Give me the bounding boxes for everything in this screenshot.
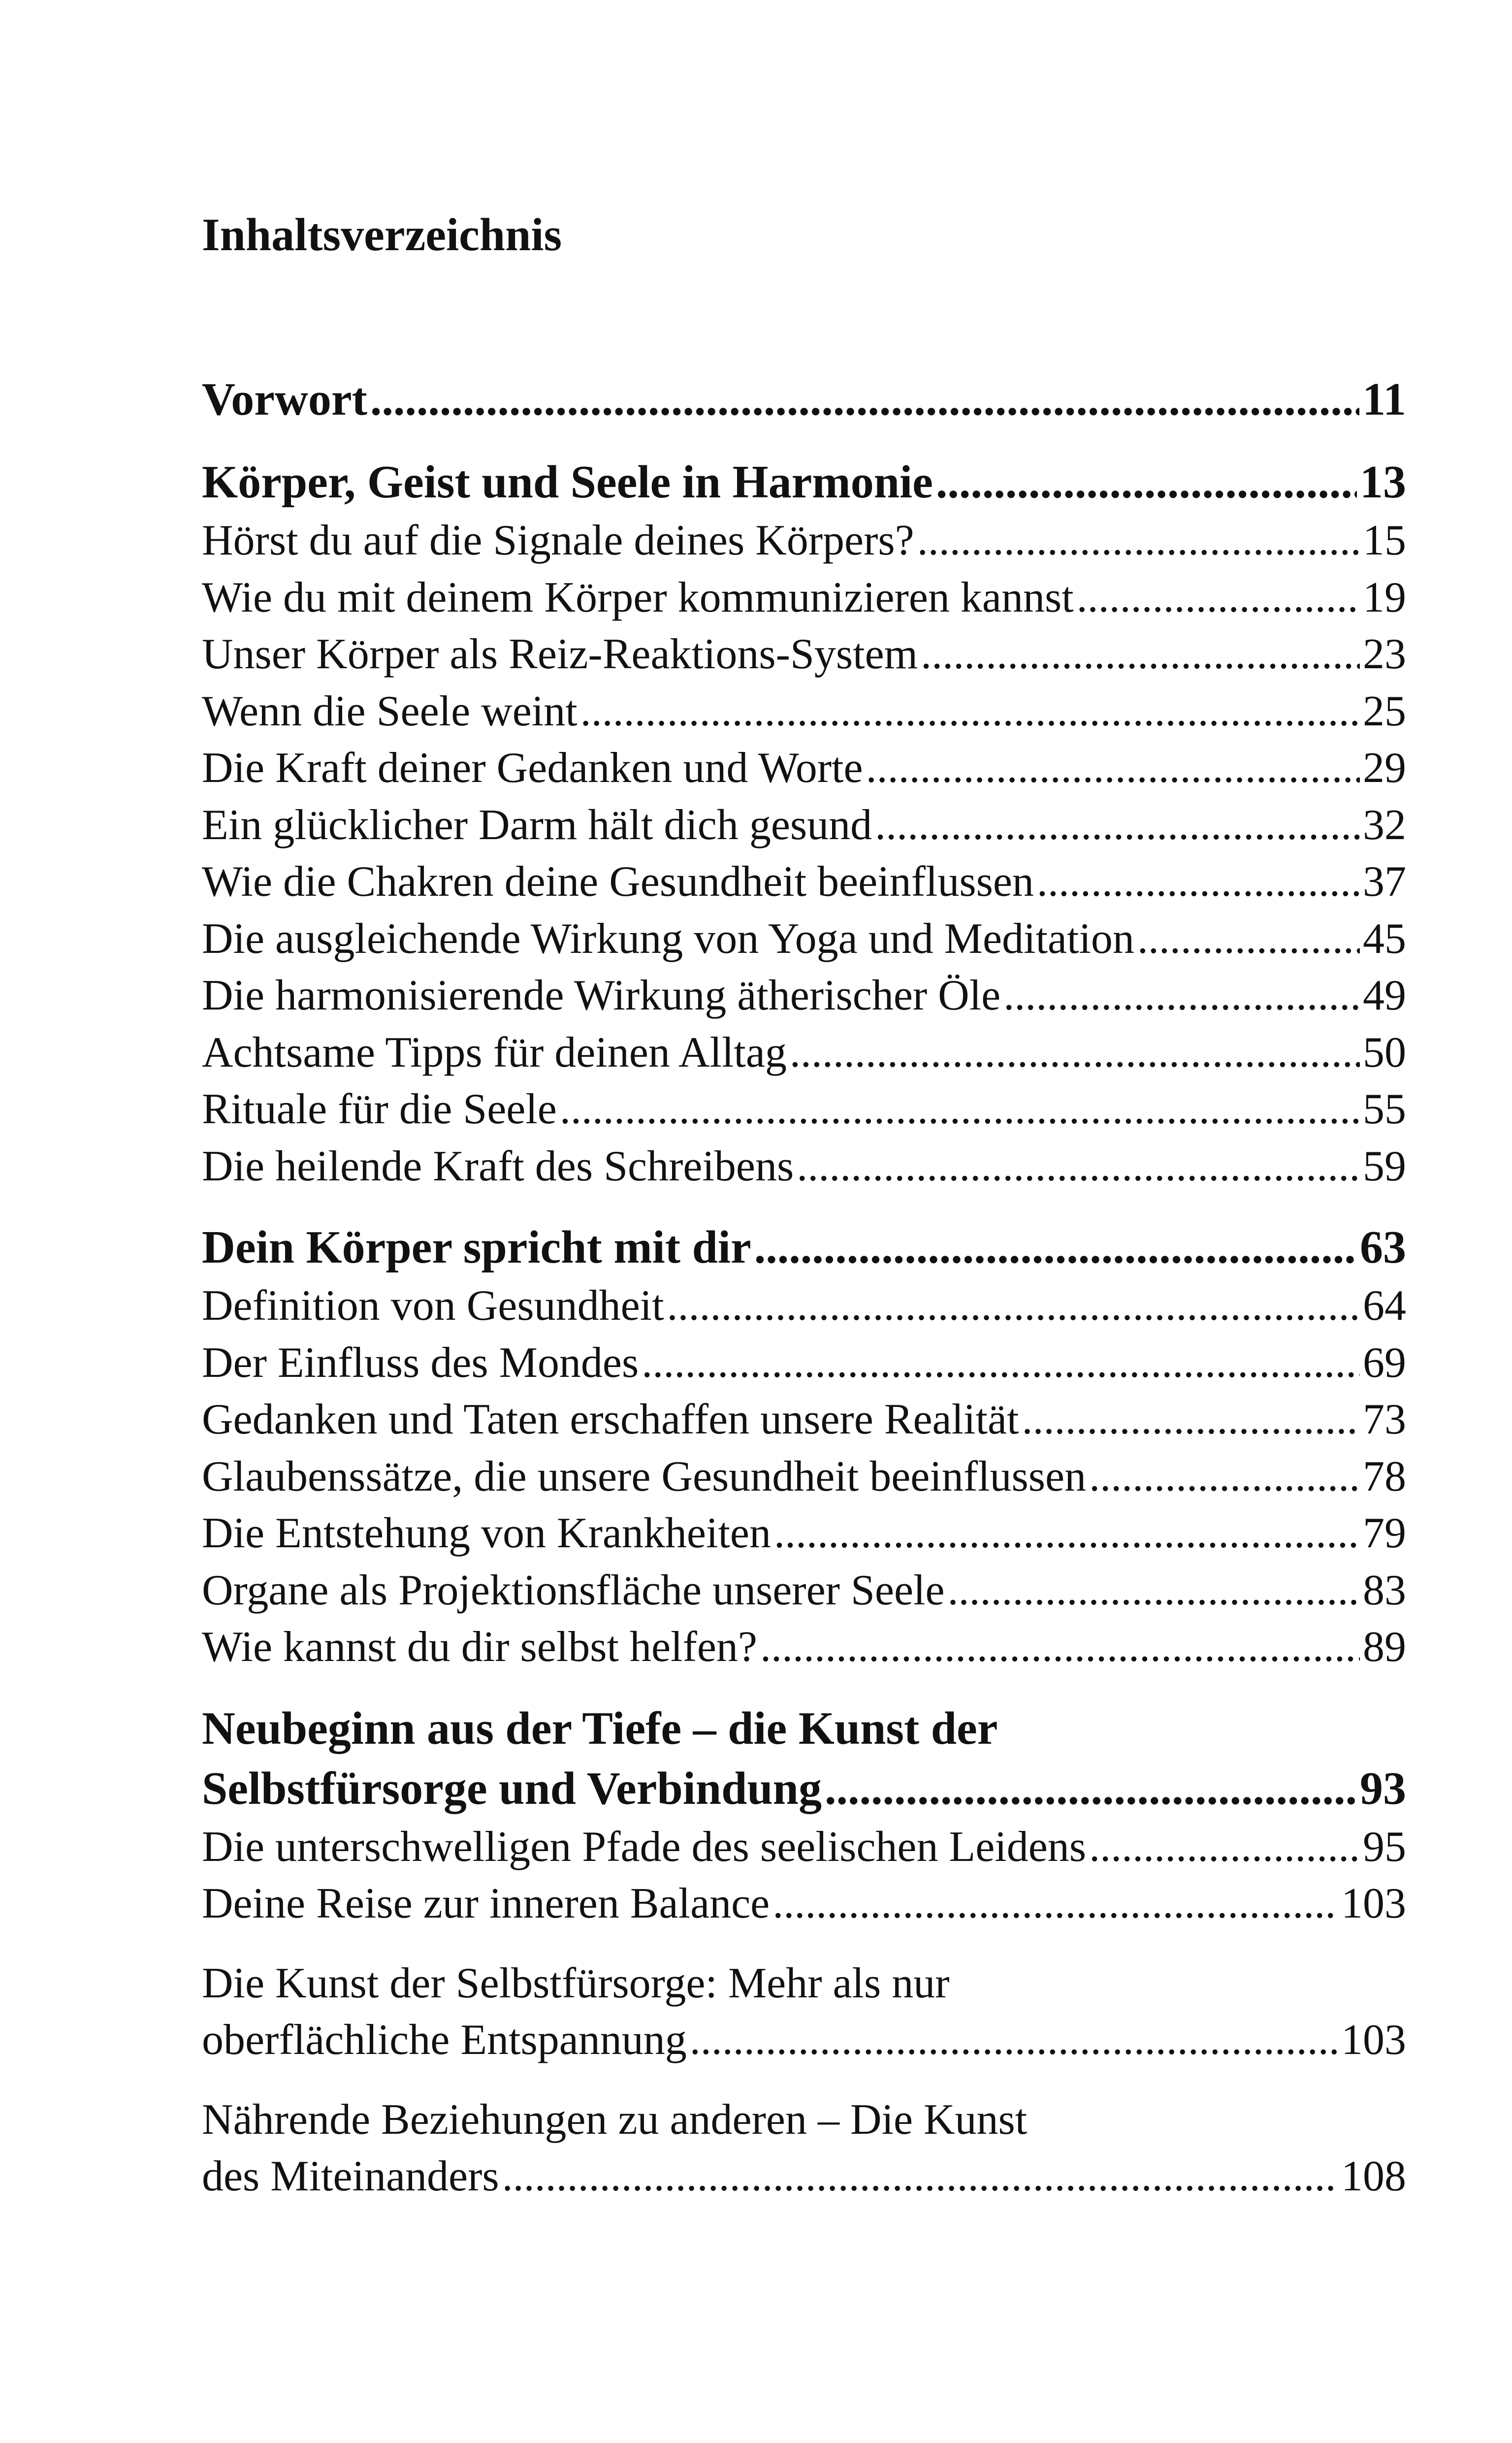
dot-leader [936, 452, 1357, 512]
toc-section-entry[interactable] [202, 1819, 1406, 1876]
entry-title: Glaubenssätze, die unsere Gesundheit beeinflussen [202, 1452, 1087, 1500]
page-number: 95 [1363, 1823, 1406, 1871]
entry-title: Die ausgleichende Wirkung von Yoga und Meditation [202, 914, 1134, 963]
entry-title: oberflächliche Entspannung [202, 2016, 687, 2064]
dot-leader [1037, 853, 1360, 911]
toc-chapter-entry[interactable] [202, 452, 1406, 512]
dot-leader [502, 2148, 1338, 2205]
entry-title: Wie du mit deinem Körper kommunizieren kannst [202, 573, 1074, 621]
page-number: 108 [1341, 2152, 1406, 2200]
dot-leader [875, 797, 1360, 854]
entry-title: Ein glücklicher Darm hält dich gesund [202, 801, 872, 849]
page-number: 78 [1363, 1452, 1406, 1500]
toc-section-entry[interactable] [202, 512, 1406, 569]
page-number: 50 [1363, 1028, 1406, 1076]
entry-title: Organe als Projektionsfläche unserer Seele [202, 1566, 945, 1614]
entry-title-first-line: Nährende Beziehungen zu anderen – Die Kunst [202, 2095, 1028, 2144]
toc-section-entry[interactable] [202, 911, 1406, 968]
toc-section-entry[interactable] [202, 1081, 1406, 1138]
toc-chapter-entry[interactable] [202, 1217, 1406, 1277]
toc-section-entry[interactable] [202, 2091, 1406, 2205]
dot-leader [370, 369, 1359, 429]
entry-title: Die heilende Kraft des Schreibens [202, 1142, 794, 1190]
dot-leader [560, 1081, 1360, 1138]
toc-section-entry[interactable] [202, 1619, 1406, 1676]
page-number: 73 [1363, 1396, 1406, 1443]
page-number: 29 [1363, 744, 1406, 792]
dot-leader [580, 683, 1360, 740]
toc-section-entry[interactable] [202, 853, 1406, 911]
entry-title: Der Einfluss des Mondes [202, 1338, 639, 1387]
page-number: 64 [1363, 1282, 1406, 1330]
toc-chapter-entry[interactable] [202, 369, 1406, 429]
entry-title: Hörst du auf die Signale deines Körpers? [202, 517, 914, 564]
toc-chapter-entry[interactable] [202, 1698, 1406, 1819]
toc-section-entry[interactable] [202, 1024, 1406, 1081]
dot-leader [1077, 569, 1360, 626]
page-number: 69 [1363, 1338, 1406, 1387]
toc-section-entry[interactable] [202, 740, 1406, 797]
entry-title: Dein Körper spricht mit dir [202, 1222, 751, 1273]
dot-leader [948, 1562, 1360, 1619]
dot-leader [790, 1024, 1360, 1081]
toc-section-entry[interactable] [202, 1955, 1406, 2069]
dot-leader [866, 740, 1360, 797]
dot-leader [825, 1759, 1357, 1819]
page-number: 32 [1363, 801, 1406, 849]
page-title: Inhaltsverzeichnis [202, 209, 562, 261]
page-number: 103 [1341, 1880, 1406, 1927]
dot-leader [774, 1505, 1360, 1562]
dot-leader [1089, 1448, 1360, 1505]
toc-section-entry[interactable] [202, 967, 1406, 1024]
dot-leader [690, 2012, 1338, 2069]
toc-section-entry[interactable] [202, 1277, 1406, 1335]
entry-title: Die Kraft deiner Gedanken und Worte [202, 744, 863, 792]
page-number: 59 [1363, 1142, 1406, 1190]
dot-leader [760, 1619, 1360, 1676]
page-number: 13 [1360, 456, 1406, 508]
dot-leader [917, 512, 1360, 569]
dot-leader [1089, 1819, 1360, 1876]
page-number: 45 [1363, 914, 1406, 963]
page-number: 49 [1363, 972, 1406, 1019]
entry-title: Wenn die Seele weint [202, 687, 578, 735]
dot-leader [642, 1335, 1360, 1392]
page-number: 55 [1363, 1085, 1406, 1133]
toc-section-entry[interactable] [202, 1335, 1406, 1392]
entry-title: Körper, Geist und Seele in Harmonie [202, 456, 933, 508]
page-number: 23 [1363, 630, 1406, 678]
toc-section-entry[interactable] [202, 797, 1406, 854]
page-number: 79 [1363, 1509, 1406, 1557]
entry-title: Wie die Chakren deine Gesundheit beeinflussen [202, 858, 1034, 906]
toc-section-entry[interactable] [202, 1391, 1406, 1448]
page-number: 93 [1360, 1762, 1406, 1814]
dot-leader [754, 1217, 1357, 1277]
toc-section-entry[interactable] [202, 569, 1406, 626]
entry-title: Deine Reise zur inneren Balance [202, 1880, 770, 1927]
page-number: 11 [1362, 374, 1406, 425]
entry-title-first-line: Die Kunst der Selbstfürsorge: Mehr als nur [202, 1959, 950, 2007]
entry-title: Definition von Gesundheit [202, 1282, 664, 1330]
toc-section-entry[interactable] [202, 1875, 1406, 1932]
page-number: 83 [1363, 1566, 1406, 1614]
entry-title: Rituale für die Seele [202, 1085, 557, 1133]
toc-list [202, 369, 1406, 2205]
dot-leader [921, 626, 1360, 683]
toc-section-entry[interactable] [202, 1138, 1406, 1195]
page-number: 89 [1363, 1623, 1406, 1671]
dot-leader [1137, 911, 1360, 968]
dot-leader [667, 1277, 1360, 1335]
entry-title: des Miteinanders [202, 2152, 499, 2200]
entry-title: Die harmonisierende Wirkung ätherischer Öle [202, 972, 1001, 1019]
dot-leader [1003, 967, 1360, 1024]
toc-section-entry[interactable] [202, 626, 1406, 683]
entry-title: Die unterschwelligen Pfade des seelischen Leidens [202, 1823, 1087, 1871]
entry-title-first-line: Neubeginn aus der Tiefe – die Kunst der [202, 1702, 998, 1754]
entry-title: Wie kannst du dir selbst helfen? [202, 1623, 757, 1671]
page-number: 63 [1360, 1222, 1406, 1273]
toc-section-entry[interactable] [202, 683, 1406, 740]
entry-title: Vorwort [202, 374, 367, 425]
page-number: 37 [1363, 858, 1406, 906]
entry-title: Gedanken und Taten erschaffen unsere Realität [202, 1396, 1019, 1443]
page-number: 103 [1341, 2016, 1406, 2064]
page-number: 25 [1363, 687, 1406, 735]
toc-section-entry[interactable] [202, 1505, 1406, 1562]
dot-leader [1022, 1391, 1360, 1448]
page-number: 15 [1363, 517, 1406, 564]
toc-section-entry[interactable] [202, 1562, 1406, 1619]
entry-title: Selbstfürsorge und Verbindung [202, 1762, 822, 1814]
entry-title: Unser Körper als Reiz-Reaktions-System [202, 630, 918, 678]
page-number: 19 [1363, 573, 1406, 621]
entry-title: Die Entstehung von Krankheiten [202, 1509, 771, 1557]
toc-section-entry[interactable] [202, 1448, 1406, 1505]
dot-leader [797, 1138, 1360, 1195]
dot-leader [772, 1875, 1338, 1932]
entry-title: Achtsame Tipps für deinen Alltag [202, 1028, 787, 1076]
